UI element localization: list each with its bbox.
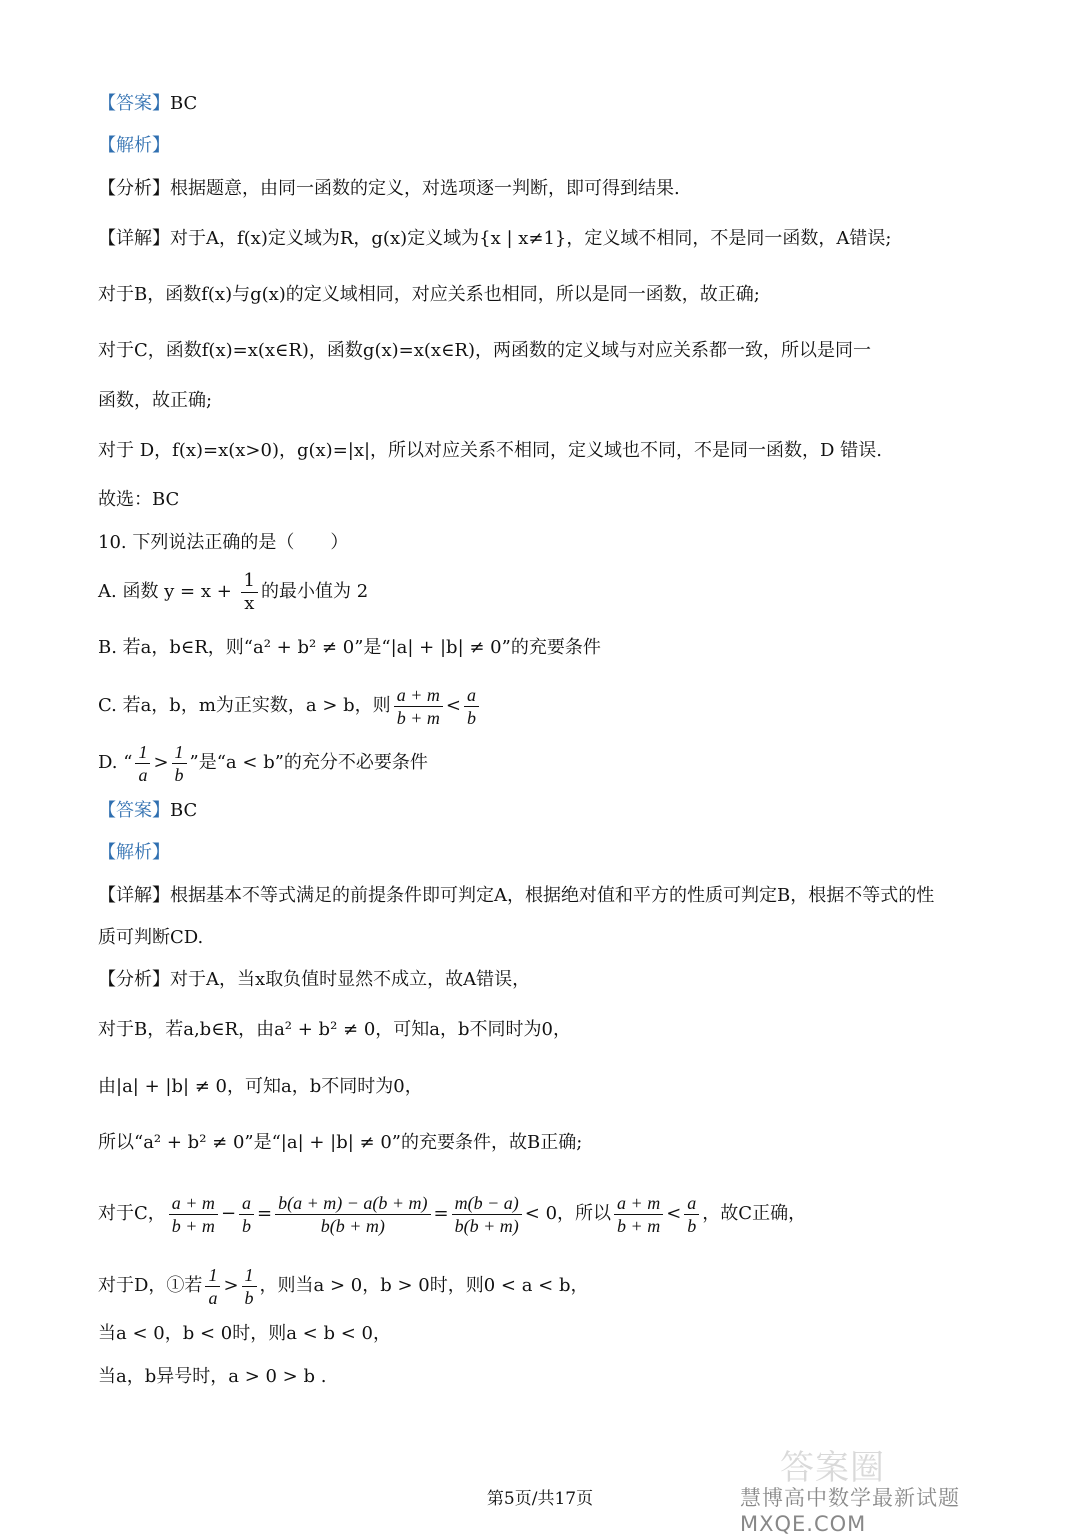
fenxi-d-fraction-2 — [242, 1264, 257, 1309]
watermark — [740, 1436, 1070, 1536]
fenxi-a-text: 对于A，当x取负值时显然不成立，故A错误， — [170, 969, 531, 990]
frac-num: a — [239, 1192, 254, 1215]
frac-den: b + m — [171, 1215, 215, 1236]
frac-num: a — [464, 684, 479, 707]
fenxi-c-prefix: 对于C， — [98, 1203, 166, 1224]
fenxi-c-minus: − — [220, 1203, 237, 1224]
detail-a-text: 对于A，f(x)定义域为R，g(x)定义域为{x | x≠1}，定义域不相同，不是同一函数，A错误; — [170, 228, 892, 249]
fenxi-c-fraction-3 — [275, 1192, 430, 1237]
q9-detail-a — [98, 225, 1040, 253]
fenxi-tag: 【分析】 — [98, 178, 170, 199]
frac-den: b — [242, 1215, 252, 1236]
q9-detail-d: 对于 D，f(x)=x(x>0)，g(x)=|x|，所以对应关系不相同，定义域也不同，不是同一函数，D 错误. — [98, 440, 882, 461]
frac-num: 1 — [172, 741, 187, 764]
q10-analysis-tag: 【解析】 — [98, 842, 170, 863]
detail-tag: 【详解】 — [98, 228, 170, 249]
option-d-gt: > — [153, 752, 169, 773]
option-d-fraction-2 — [172, 741, 187, 786]
frac-num: a + m — [614, 1192, 663, 1215]
option-a-num: 1 — [241, 570, 258, 593]
fenxi-d-prefix: 对于D，①若 — [98, 1275, 203, 1296]
option-a-den: x — [244, 592, 255, 614]
frac-den: b(b + m) — [320, 1215, 385, 1236]
frac-num: a + m — [169, 1192, 218, 1215]
frac-num: a — [684, 1192, 699, 1215]
q10-fenxi-a — [98, 966, 1040, 994]
fenxi-d-gt: > — [223, 1275, 239, 1296]
fenxi-c-fraction-2 — [239, 1192, 254, 1237]
q10-option-a — [98, 566, 1040, 618]
option-d-fraction-1 — [135, 741, 150, 786]
q10-stem: 10. 下列说法正确的是（ ） — [98, 532, 349, 553]
watermark-title: 答案圈 — [780, 1448, 885, 1488]
frac-num: m(b − a) — [452, 1192, 522, 1215]
fenxi-c-suffix: ，故C正确， — [702, 1203, 807, 1224]
frac-den: b + m — [617, 1215, 661, 1236]
page-footer: 第5页/共17页 — [486, 1489, 594, 1509]
q9-fenxi — [98, 175, 1040, 203]
q10-detail-2: 质可判断CD. — [98, 927, 204, 948]
q10-fenxi-d1 — [98, 1260, 1040, 1312]
option-c-fraction-2 — [464, 684, 479, 729]
answer-value: BC — [170, 93, 198, 114]
frac-den: b — [687, 1215, 697, 1236]
q9-detail-c2: 函数，故正确; — [98, 390, 213, 411]
answer-tag: 【答案】 — [98, 800, 170, 821]
frac-den: b + m — [396, 707, 440, 728]
frac-den: b — [174, 764, 184, 785]
frac-num: b(a + m) − a(b + m) — [275, 1192, 430, 1215]
q10-option-b: B. 若a，b∈R，则“a² + b² ≠ 0”是“|a| + |b| ≠ 0”的充要条件 — [98, 637, 601, 658]
fenxi-c-eq: = — [433, 1203, 449, 1224]
fenxi-c-eq: = — [257, 1203, 273, 1224]
frac-num: a + m — [394, 684, 443, 707]
watermark-caption: 慧博高中数学最新试题 MXQE.COM — [740, 1486, 960, 1536]
q9-analysis-tag: 【解析】 — [98, 135, 170, 156]
frac-den: b — [466, 707, 476, 728]
frac-num: 1 — [242, 1264, 257, 1287]
fenxi-text: 根据题意，由同一函数的定义，对选项逐一判断，即可得到结果. — [170, 178, 680, 199]
q10-fenxi-c — [98, 1186, 1040, 1242]
answer-tag: 【答案】 — [98, 93, 170, 114]
q10-detail-1 — [98, 882, 1040, 910]
q10-fenxi-d2: 当a < 0，b < 0时，则a < b < 0， — [98, 1323, 391, 1344]
fenxi-c-fraction-6 — [684, 1192, 699, 1237]
option-d-prefix: D. “ — [98, 752, 133, 773]
fenxi-c-fraction-4 — [452, 1192, 522, 1237]
option-c-prefix: C. 若a，b，m为正实数，a > b，则 — [98, 695, 391, 716]
detail-tag: 【详解】 — [98, 885, 170, 906]
option-c-lt: < — [445, 695, 461, 716]
frac-den: a — [208, 1287, 218, 1308]
fenxi-c-fraction-5 — [614, 1192, 663, 1237]
fenxi-d-suffix: ，则当a > 0，b > 0时，则0 < a < b， — [259, 1275, 589, 1296]
option-a-prefix: A. 函数 y = x + — [98, 581, 238, 602]
frac-num: 1 — [135, 741, 150, 764]
option-a-fraction — [241, 570, 258, 615]
q10-fenxi-b2: 由|a| + |b| ≠ 0，可知a，b不同时为0， — [98, 1076, 423, 1097]
fenxi-c-lt: < — [666, 1203, 682, 1224]
frac-den: a — [138, 764, 148, 785]
q10-fenxi-b1: 对于B，若a,b∈R，由a² + b² ≠ 0，可知a，b不同时为0， — [98, 1019, 571, 1040]
q10-option-c — [98, 680, 1040, 732]
q10-answer-line — [98, 797, 1040, 825]
frac-num: 1 — [205, 1264, 220, 1287]
q10-fenxi-d3: 当a，b异号时，a > 0 > b . — [98, 1366, 327, 1387]
q9-detail-c1: 对于C，函数f(x)=x(x∈R)，函数g(x)=x(x∈R)，两函数的定义域与对应关系都一致，所以是同一 — [98, 340, 871, 361]
q9-detail-b: 对于B，函数f(x)与g(x)的定义域相同，对应关系也相同，所以是同一函数，故正确; — [98, 284, 760, 305]
option-a-suffix: 的最小值为 2 — [261, 581, 369, 602]
q9-choose: 故选：BC — [98, 489, 180, 510]
frac-den: b(b + m) — [454, 1215, 519, 1236]
frac-den: b — [244, 1287, 254, 1308]
detail-text-1: 根据基本不等式满足的前提条件即可判定A，根据绝对值和平方的性质可判定B，根据不等式的性 — [170, 885, 935, 906]
q10-fenxi-b3: 所以“a² + b² ≠ 0”是“|a| + |b| ≠ 0”的充要条件，故B正确; — [98, 1132, 583, 1153]
fenxi-c-mid: < 0，所以 — [524, 1203, 612, 1224]
option-c-fraction-1 — [394, 684, 443, 729]
q9-answer-line — [98, 90, 1040, 118]
fenxi-tag: 【分析】 — [98, 969, 170, 990]
fenxi-d-fraction-1 — [205, 1264, 220, 1309]
fenxi-c-fraction-1 — [169, 1192, 218, 1237]
answer-value: BC — [170, 800, 198, 821]
option-d-suffix: ”是“a < b”的充分不必要条件 — [189, 752, 428, 773]
q10-option-d — [98, 737, 1040, 789]
